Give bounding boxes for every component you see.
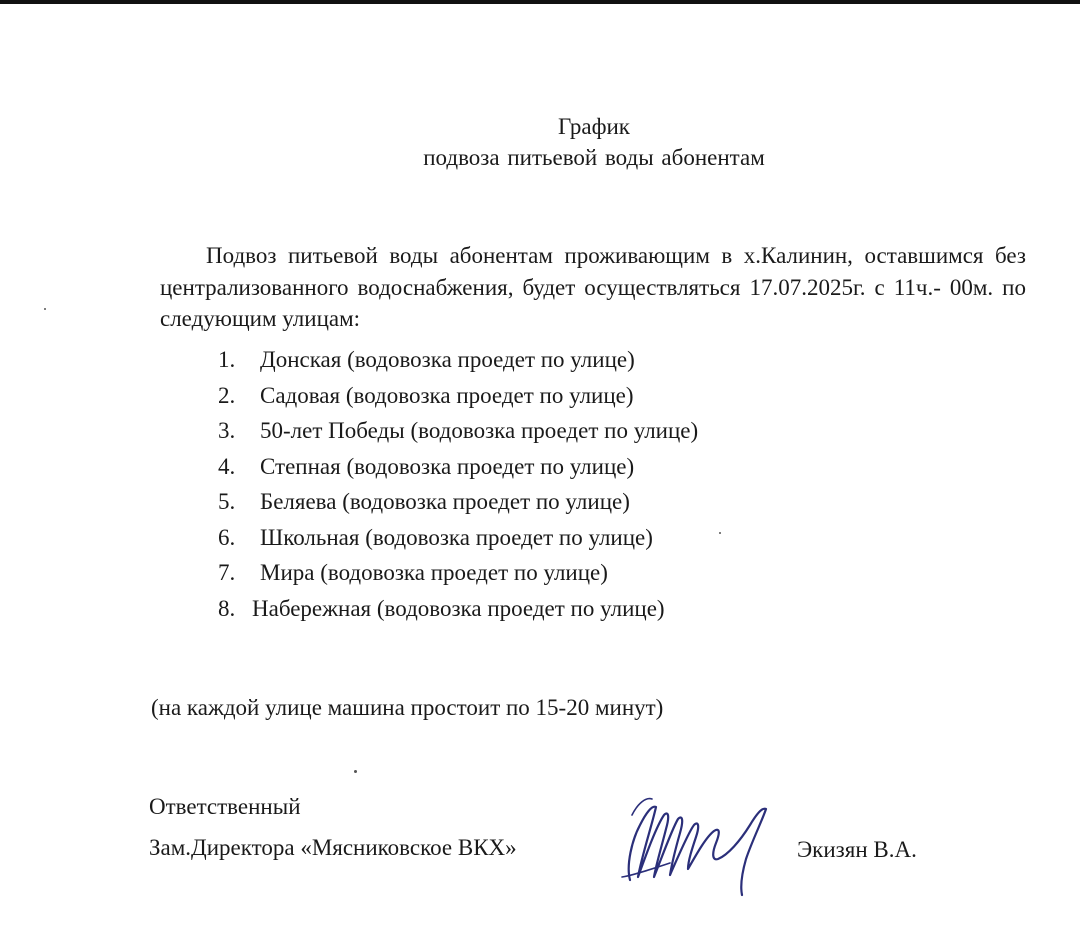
list-text: 50-лет Победы (водовозка проедет по улице) bbox=[260, 418, 699, 443]
signature-icon bbox=[612, 785, 782, 900]
document-subtitle: подвоза питьевой воды абонентам bbox=[423, 145, 765, 170]
list-number: 1. bbox=[218, 347, 236, 372]
list-text: Донская (водовозка проедет по улице) bbox=[260, 347, 635, 372]
street-list bbox=[218, 345, 698, 629]
list-item bbox=[218, 594, 698, 630]
list-number: 7. bbox=[218, 560, 236, 585]
list-text: Беляева (водовозка проедет по улице) bbox=[260, 489, 630, 514]
document-title: График bbox=[558, 114, 630, 139]
list-item bbox=[218, 487, 698, 523]
list-item bbox=[218, 345, 698, 381]
list-text: Садовая (водовозка проедет по улице) bbox=[260, 382, 634, 408]
duration-note: (на каждой улице машина простоит по 15-20 минут) bbox=[151, 695, 664, 720]
list-item bbox=[218, 381, 698, 417]
scan-speck bbox=[354, 770, 357, 773]
list-number: 5. bbox=[218, 489, 236, 514]
list-item bbox=[218, 452, 698, 488]
list-number: 6. bbox=[218, 524, 236, 550]
list-number: 8. bbox=[218, 595, 236, 621]
list-item bbox=[218, 416, 698, 452]
responsible-name: Экизян В.А. bbox=[797, 837, 917, 862]
scan-speck bbox=[719, 532, 721, 534]
list-number: 3. bbox=[218, 418, 236, 443]
responsible-label: Ответственный bbox=[149, 794, 301, 819]
list-item bbox=[218, 523, 698, 559]
list-text: Мира (водовозка проедет по улице) bbox=[260, 560, 608, 585]
list-number: 2. bbox=[218, 382, 236, 408]
responsible-position: Зам.Директора «Мясниковское ВКХ» bbox=[149, 835, 517, 860]
list-number: 4. bbox=[218, 453, 236, 479]
list-item bbox=[218, 558, 698, 594]
intro-paragraph: Подвоз питьевой воды абонентам проживающим в х.Калинин, оставшимся без централизованного водоснабжения, будет осуществляться 17.07.2025г. с 11ч.- 00м. по следующим улицам: bbox=[160, 243, 1026, 331]
list-text: Степная (водовозка проедет по улице) bbox=[260, 453, 635, 479]
scan-speck bbox=[44, 308, 46, 310]
list-text: Школьная (водовозка проедет по улице) bbox=[260, 524, 653, 550]
list-text: Набережная (водовозка проедет по улице) bbox=[252, 595, 665, 621]
